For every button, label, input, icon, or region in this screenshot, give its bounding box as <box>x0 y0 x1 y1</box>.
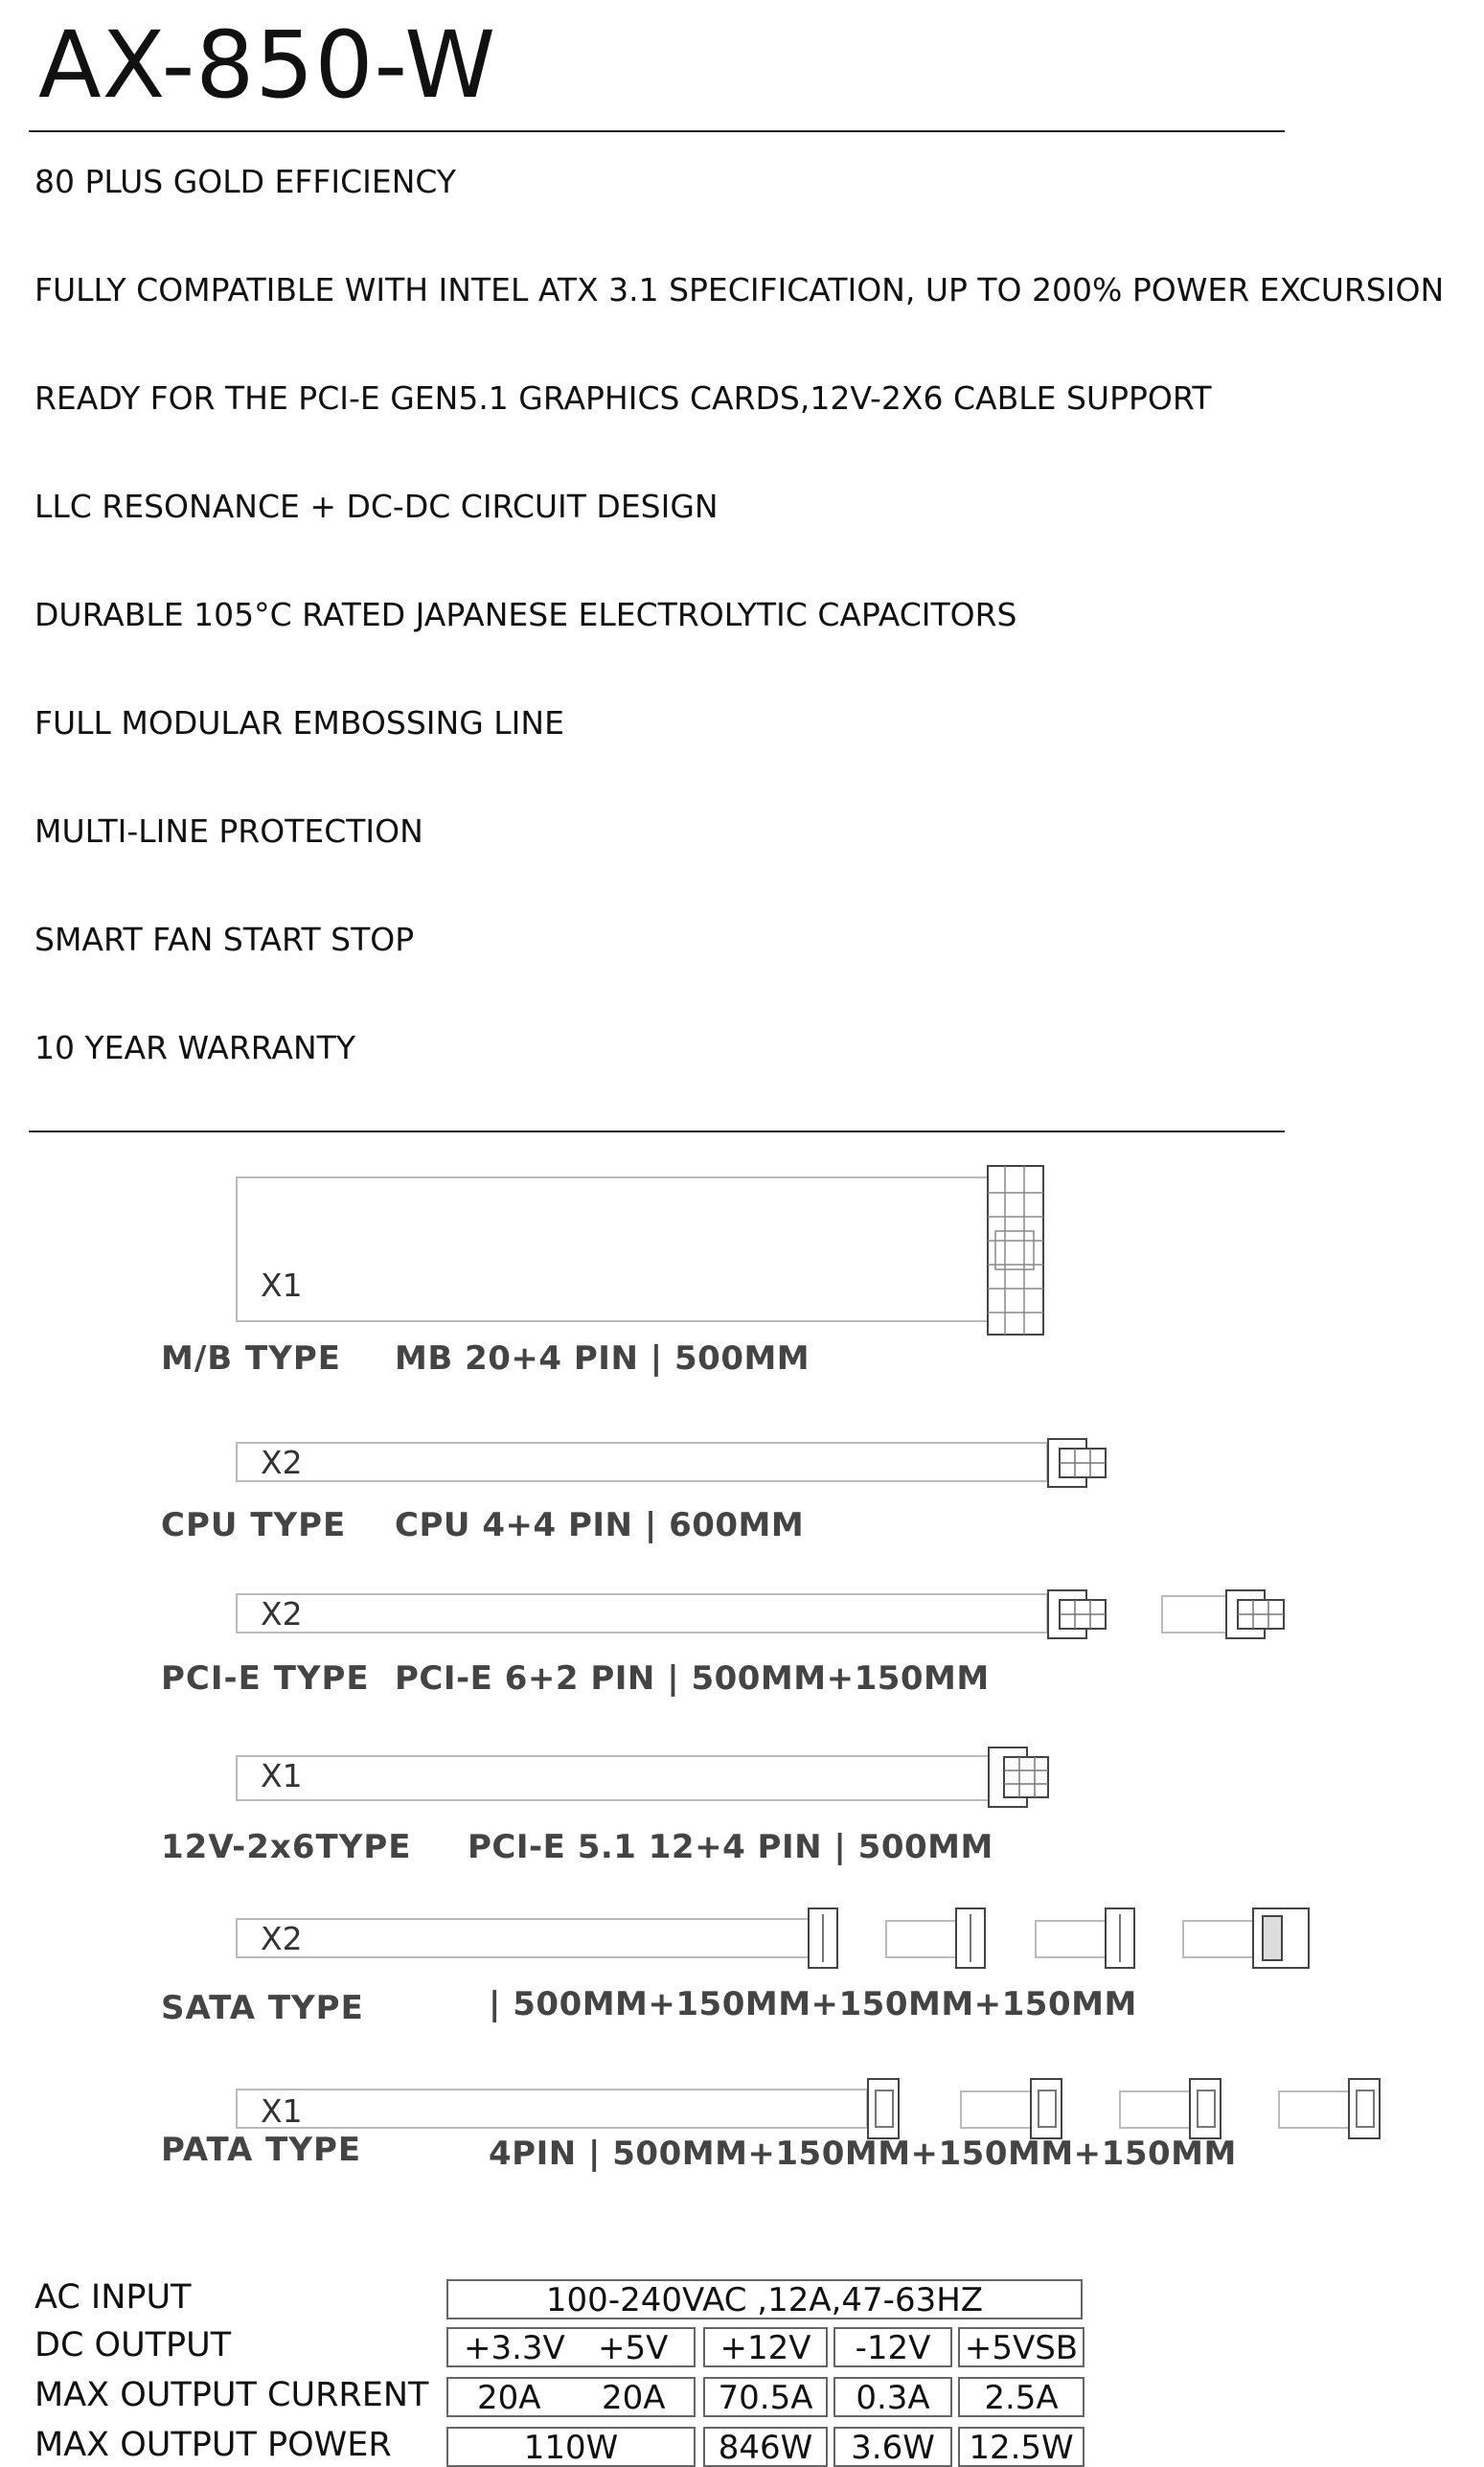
max-power-value: 846W <box>703 2427 828 2467</box>
max-current-value: 20A <box>477 2379 541 2417</box>
pata-extension-cable <box>960 2090 1033 2129</box>
ac-input-value: 100-240VAC ,12A,47-63HZ <box>446 2279 1083 2319</box>
mb-connector-icon <box>982 1164 1049 1336</box>
pata-extension-cable <box>1119 2090 1192 2129</box>
max-power-value: 12.5W <box>958 2427 1084 2467</box>
12v2x6-cable-illustration <box>236 1755 993 1801</box>
cable-spec: PCI-E 5.1 12+4 PIN | 500MM <box>468 1828 993 1866</box>
cable-spec: PCI-E 6+2 PIN | 500MM+150MM <box>395 1659 990 1698</box>
sata-extension-cable <box>1182 1920 1259 1958</box>
12v2x6-connector-icon <box>987 1746 1054 1809</box>
cable-spec: CPU 4+4 PIN | 600MM <box>395 1506 805 1544</box>
pcie-extension-connector-icon <box>1224 1588 1293 1640</box>
pata-extension-cable <box>1278 2090 1351 2129</box>
sata-connector-icon <box>1102 1907 1140 1970</box>
feature-item: READY FOR THE PCI-E GEN5.1 GRAPHICS CARDS,12V-2X6 CABLE SUPPORT <box>34 379 1212 417</box>
feature-item: SMART FAN START STOP <box>34 921 415 958</box>
max-current-value: 2.5A <box>958 2377 1084 2417</box>
sata-end-connector-icon <box>1251 1907 1314 1970</box>
pata-cable-illustration <box>236 2089 868 2129</box>
cable-type: M/B TYPE <box>161 1339 341 1378</box>
sata-extension-cable <box>885 1920 958 1958</box>
cable-spec: MB 20+4 PIN | 500MM <box>395 1339 810 1378</box>
ac-input-label: AC INPUT <box>34 2278 192 2317</box>
cable-type: PATA TYPE <box>161 2131 362 2169</box>
feature-list <box>34 153 1444 1128</box>
cable-qty: X1 <box>261 2092 303 2130</box>
cable-qty: X2 <box>261 1595 303 1633</box>
max-current-label: MAX OUTPUT CURRENT <box>34 2376 429 2414</box>
feature-item: LLC RESONANCE + DC-DC CIRCUIT DESIGN <box>34 488 719 525</box>
cable-spec: | 500MM+150MM+150MM+150MM <box>489 1985 1137 2023</box>
sata-connector-icon <box>805 1907 843 1970</box>
dc-output-value: +12V <box>703 2327 828 2367</box>
feature-item: DURABLE 105°C RATED JAPANESE ELECTROLYTIC CAPACITORS <box>34 596 1017 633</box>
dc-output-value: +3.3V <box>464 2329 565 2367</box>
sata-extension-cable <box>1035 1920 1107 1958</box>
max-current-value: 70.5A <box>703 2377 828 2417</box>
feature-item: FULL MODULAR EMBOSSING LINE <box>34 704 564 742</box>
cable-qty: X1 <box>261 1757 303 1794</box>
feature-item: FULLY COMPATIBLE WITH INTEL ATX 3.1 SPECIFICATION, UP TO 200% POWER EXCURSION <box>34 271 1445 308</box>
feature-item: MULTI-LINE PROTECTION <box>34 812 423 850</box>
cable-type: SATA TYPE <box>161 1989 364 2027</box>
dc-output-value: -12V <box>833 2327 952 2367</box>
cable-qty: X2 <box>261 1920 303 1957</box>
cpu-cable-illustration <box>236 1442 1048 1482</box>
feature-item: 10 YEAR WARRANTY <box>34 1029 355 1066</box>
cable-type: CPU TYPE <box>161 1506 347 1544</box>
mb-cable-illustration <box>236 1176 993 1322</box>
cpu-connector-icon <box>1046 1437 1115 1489</box>
sata-connector-icon <box>952 1907 991 1970</box>
dc-output-value: +5VSB <box>958 2327 1084 2367</box>
cable-spec: 4PIN | 500MM+150MM+150MM+150MM <box>489 2135 1237 2173</box>
cable-type: 12V-2x6TYPE <box>161 1828 412 1866</box>
max-current-value: 0.3A <box>833 2377 952 2417</box>
pata-connector-icon <box>1186 2077 1230 2140</box>
max-current-group <box>446 2377 696 2417</box>
cable-type: PCI-E TYPE <box>161 1659 370 1698</box>
max-current-value: 20A <box>602 2379 666 2417</box>
pata-connector-icon <box>864 2077 908 2140</box>
cable-qty: X2 <box>261 1444 303 1481</box>
sata-cable-illustration <box>236 1918 810 1958</box>
max-power-label: MAX OUTPUT POWER <box>34 2426 392 2464</box>
dc-output-value: +5V <box>598 2329 669 2367</box>
product-title: AX-850-W <box>38 11 497 119</box>
top-divider <box>29 130 1285 132</box>
max-power-value: 3.6W <box>833 2427 952 2467</box>
max-power-value: 110W <box>446 2427 696 2467</box>
pata-connector-icon <box>1345 2077 1389 2140</box>
pcie-extension-cable <box>1161 1595 1228 1633</box>
feature-item: 80 PLUS GOLD EFFICIENCY <box>34 163 457 200</box>
middle-divider <box>29 1131 1285 1132</box>
dc-output-label: DC OUTPUT <box>34 2326 232 2364</box>
pcie-connector-icon <box>1046 1588 1115 1640</box>
cable-qty: X1 <box>261 1267 303 1304</box>
pcie-cable-illustration <box>236 1593 1048 1633</box>
pata-connector-icon <box>1027 2077 1071 2140</box>
dc-output-group <box>446 2327 696 2367</box>
